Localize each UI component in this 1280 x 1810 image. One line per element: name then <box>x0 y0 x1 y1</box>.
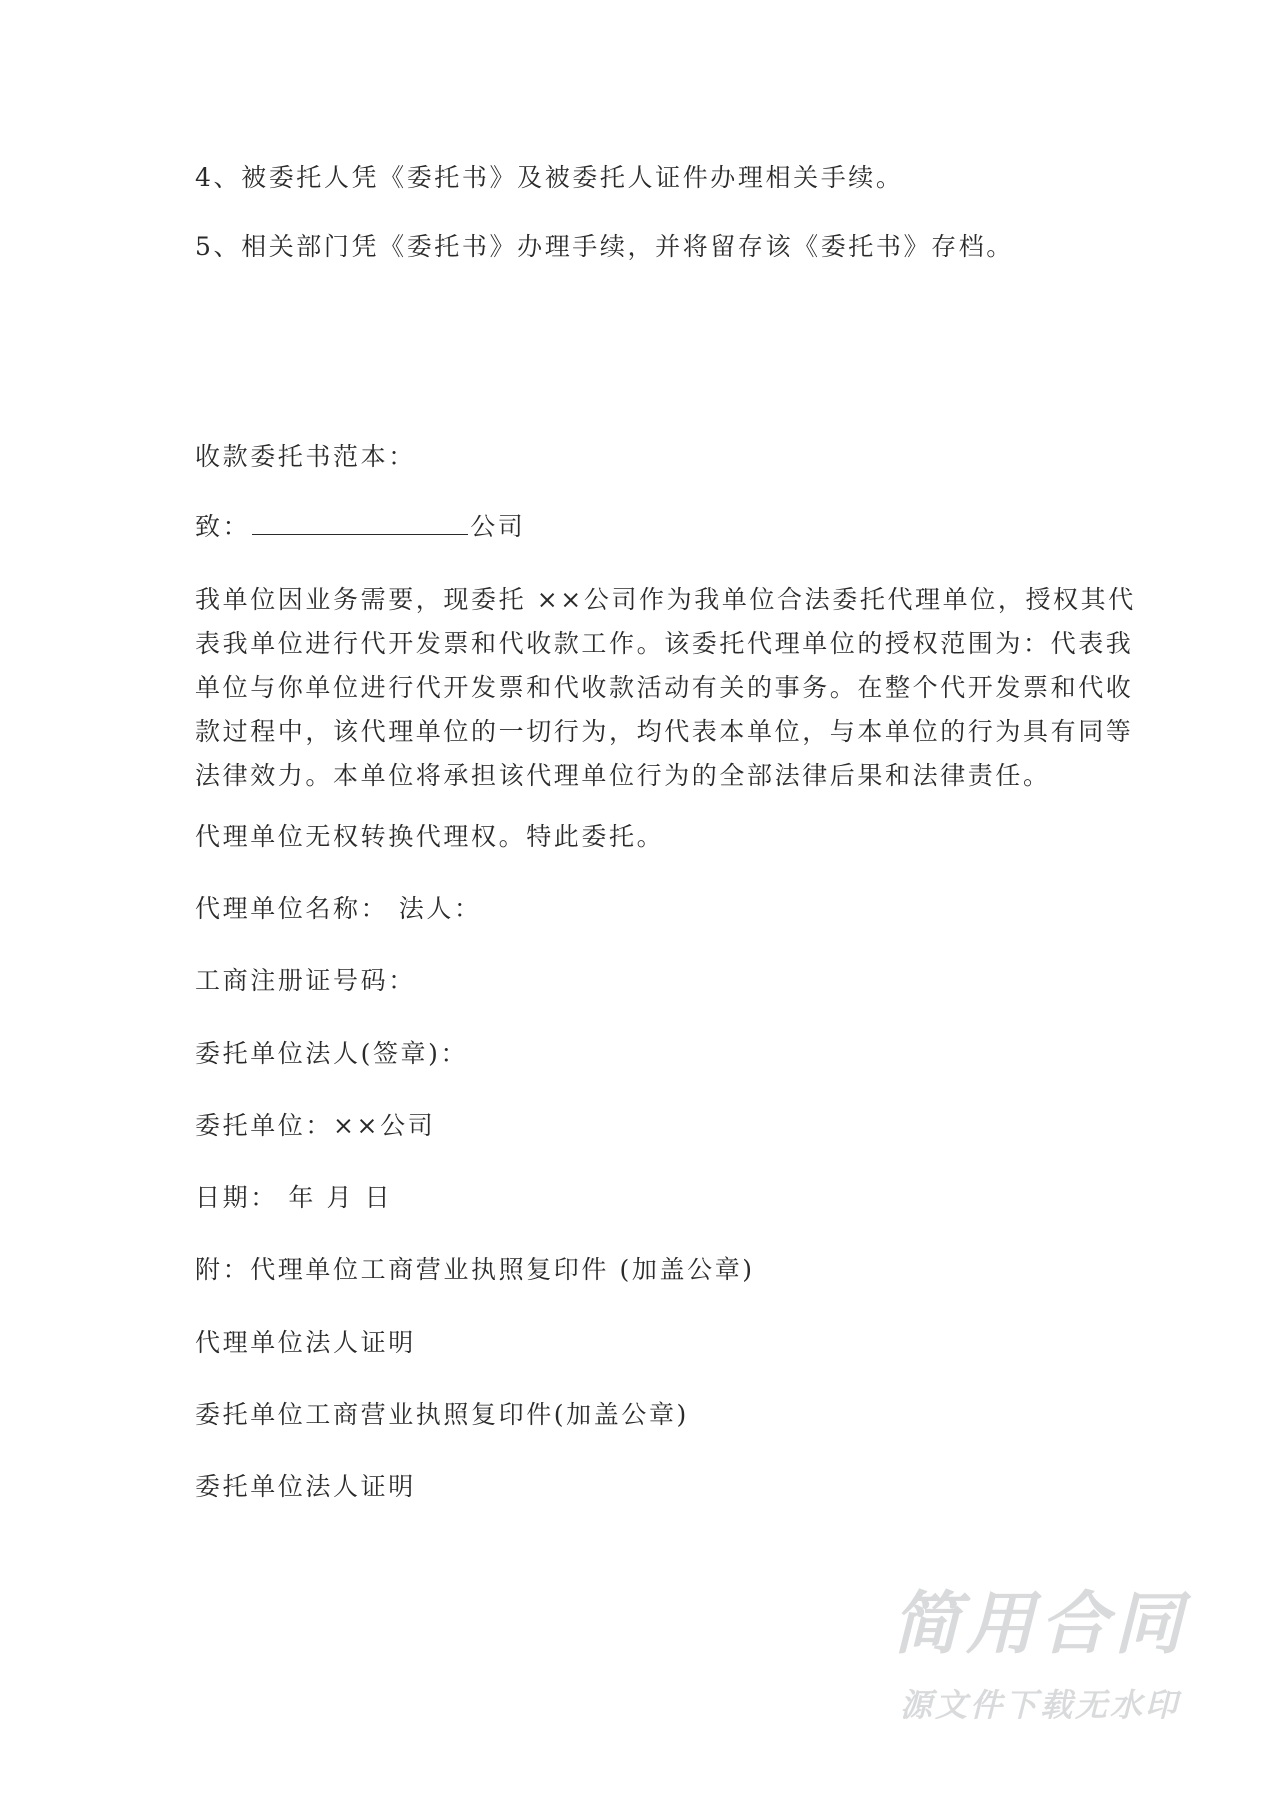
body-line: 款过程中，该代理单位的一切行为，均代表本单位，与本单位的行为具有同等 <box>195 717 1134 746</box>
date-field: 日期： 年 月 日 <box>195 1183 393 1212</box>
watermark-subtitle: 源文件下载无水印 <box>899 1686 1180 1724</box>
watermark <box>885 1585 1195 1727</box>
authorization-paragraph <box>195 578 1136 798</box>
body-line: 单位与你单位进行代开发票和代收款活动有关的事务。在整个代开发票和代收 <box>195 673 1134 702</box>
attachment-item: 附：代理单位工商营业执照复印件 (加盖公章) <box>195 1255 755 1284</box>
agent-name-field: 代理单位名称： 法人： <box>195 894 482 923</box>
attachment-item: 委托单位法人证明 <box>195 1472 416 1501</box>
step-4: 4、被委托人凭《委托书》及被委托人证件办理相关手续。 <box>195 163 904 192</box>
step-5: 5、相关部门凭《委托书》办理手续，并将留存该《委托书》存档。 <box>195 232 1014 261</box>
recipient-suffix: 公司 <box>470 512 526 541</box>
watermark-title: 简用合同 <box>891 1585 1188 1664</box>
recipient-prefix: 致： <box>195 512 251 541</box>
attachment-item: 委托单位工商营业执照复印件(加盖公章) <box>195 1400 689 1429</box>
recipient-line <box>195 510 525 544</box>
principal-legal-rep-field: 委托单位法人(签章)： <box>195 1039 469 1068</box>
recipient-blank <box>252 510 468 535</box>
no-transfer-statement: 代理单位无权转换代理权。特此委托。 <box>195 822 665 851</box>
body-line: 法律效力。本单位将承担该代理单位行为的全部法律后果和法律责任。 <box>195 761 1051 790</box>
registration-number-field: 工商注册证号码： <box>195 966 416 995</box>
body-line: 表我单位进行代开发票和代收款工作。该委托代理单位的授权范围为：代表我 <box>195 629 1134 658</box>
body-line: 我单位因业务需要，现委托 ××公司作为我单位合法委托代理单位，授权其代 <box>195 585 1136 614</box>
principal-unit-field: 委托单位：××公司 <box>195 1111 436 1140</box>
attachment-item: 代理单位法人证明 <box>195 1328 416 1357</box>
template-title: 收款委托书范本： <box>195 442 416 471</box>
